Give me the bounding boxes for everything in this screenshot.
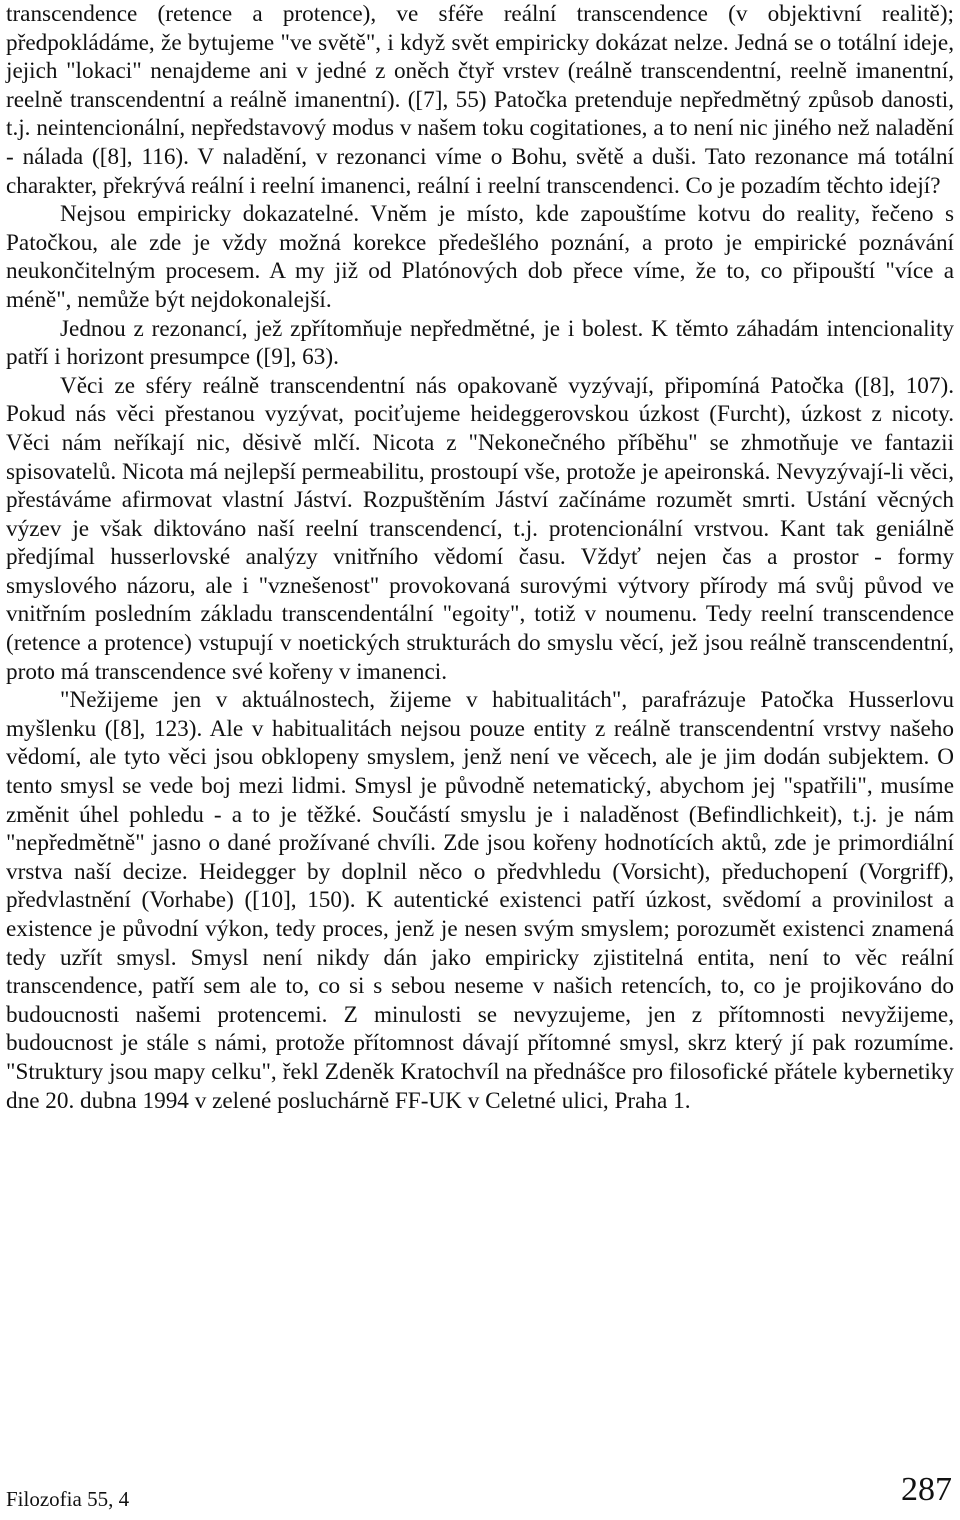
- journal-footer: Filozofia 55, 4: [6, 1487, 130, 1511]
- paragraph-continuation: transcendence (retence a protence), ve sféře reální transcendence (v objektivní realitě); předpokládáme, že bytujeme "ve světě", i když svět empiricky dokázat nelze. Jedná se o totální ideje, jejich "lokaci" nenajdeme ani v jedné z oněch čtyř vrstev (reálně transcendentní, reelně imanentní, reelně transcendentní a reálně imanentní). ([7], 55) Patočka pretenduje nepředmětný způsob danosti, t.j. neintencionální, nepředstavový modus v našem toku cogitationes, a to není nic jiného než naladění - nálada ([8], 116). V naladění, v rezonanci víme o Bohu, světě a duši. Tato rezonance má totální charakter, překrývá reální i reelní imanenci, reální i reelní transcendenci. Co je pozadím těchto idejí?: [6, 1, 954, 199]
- page-number: 287: [901, 1471, 952, 1508]
- paragraph: Jednou z rezonancí, jež zpřítomňuje nepředmětné, je i bolest. K těmto záhadám intencionality patří i horizont presumpce ([9], 63).: [6, 315, 954, 371]
- body-text: [6, 0, 954, 1115]
- paragraph: "Nežijeme jen v aktuálnostech, žijeme v habitualitách", parafrázuje Patočka Husserlovu myšlenku ([8], 123). Ale v habitualitách nejsou pouze entity z reálně transcendentní vrstvy našeho vědomí, ale tyto věci jsou obklopeny smyslem, jenž není ve věcech, ale je jim dodán subjektem. O tento smysl se vede boj mezi lidmi. Smysl je původně netematický, abychom jej "spatřili", musíme změnit úhel pohledu - a to je těžké. Součástí smyslu je i naladěnost (Befindlichkeit), t.j. je nám "nepředmětně" jasno o dané prožívané chvíli. Zde jsou kořeny hodnotících aktů, zde je primordiální vrstva naší decize. Heidegger by doplnil něco o předvhledu (Vorsicht), předuchopení (Vorgriff), předvlastnění (Vorhabe) ([10], 150). K autentické existenci patří úzkost, svědomí a provinilost a existence je původní výkon, tedy proces, jenž je nesen svým smyslem; porozumět existenci znamená tedy uzřít smysl. Smysl není nikdy dán jako empiricky zjistitelná entita, není to věc reální transcendence, patří sem ale to, co si s sebou neseme v našich retencích, to, co je projikováno do budoucnosti našemi protencemi. Z minulosti se nevyzujeme, jen z přítomnosti nevyžijeme, budoucnost je stále s námi, protože přítomnost dávají přítomné smysl, skrz který jí pak rozumíme. "Struktury jsou mapy celku", řekl Zdeněk Kratochvíl na přednášce pro filosofické přátele kybernetiky dne 20. dubna 1994 v zelené posluchárně FF-UK v Celetné ulici, Praha 1.: [6, 687, 954, 1114]
- paragraph: Nejsou empiricky dokazatelné. Vněm je místo, kde zapouštíme kotvu do reality, řečeno s Patočkou, ale zde je vždy možná korekce předešlého poznání, a proto je empirické poznávání neukončitelným procesem. A my již od Platónových dob přece víme, že to, co připouští "více a méně", nemůže být nejdokonalejší.: [6, 201, 954, 313]
- paragraph: Věci ze sféry reálně transcendentní nás opakovaně vyzývají, připomíná Patočka ([8], 107). Pokud nás věci přestanou vyzývat, pociťujeme heideggerovskou úzkost (Furcht), úzkost z nicoty. Věci nám neříkají nic, děsivě mlčí. Nicota z "Nekonečného příběhu" se zhmotňuje ve fantazii spisovatelů. Nicota má nejlepší permeabilitu, prostoupí vše, protože je apeironská. Nevyzývají-li věci, přestáváme afirmovat vlastní Jáství. Rozpuštěním Jáství začínáme rozumět smrti. Ustání věcných výzev je však diktováno naší reelní transcendencí, t.j. protencionální vrstvou. Kant tak geniálně předjímal husserlovské analýzy vnitřního vědomí času. Vždyť nejen čas a prostor - formy smyslového názoru, ale i "vznešenost" provokovaná surovými výtvory přírody má svůj původ ve vnitřním posledním základu transcendentální "egoity", totiž v noumenu. Tedy reelní transcendence (retence a protence) vstupují v noetických strukturách do smyslu věcí, jež jsou reálně transcendentní, proto má transcendence své kořeny v imanenci.: [6, 372, 954, 685]
